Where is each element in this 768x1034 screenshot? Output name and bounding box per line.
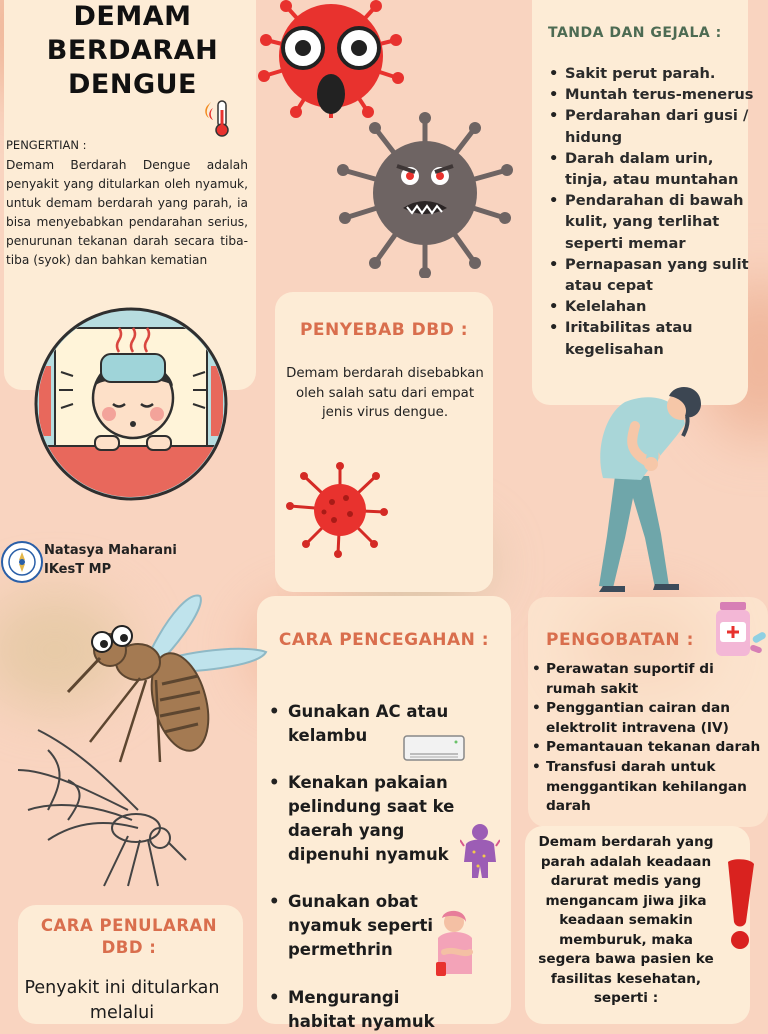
exclamation-icon bbox=[722, 856, 758, 952]
list-item: • Gunakan AC atau kelambu bbox=[288, 700, 458, 748]
penularan-text: Penyakit ini ditularkan melalui bbox=[24, 978, 220, 1023]
list-item: • Mengurangi habitat nyamuk bbox=[288, 986, 448, 1034]
penyebab-text: Demam berdarah disebabkan oleh salah satu dari empat jenis virus dengue. bbox=[286, 366, 484, 420]
mosquito-outline-illustration bbox=[8, 710, 188, 890]
protective-clothing-person-icon bbox=[460, 822, 500, 882]
medicine-bottle-icon bbox=[712, 598, 768, 660]
list-item: • Perawatan suportif di rumah sakit bbox=[546, 660, 726, 699]
stomach-ache-woman-illustration bbox=[585, 380, 715, 592]
penularan-heading: CARA PENULARAN DBD : bbox=[40, 916, 218, 957]
list-item: • Transfusi darah untuk menggantikan kehilangan darah bbox=[546, 758, 756, 817]
list-item: • Perdarahan dari gusi / hidung bbox=[565, 105, 755, 147]
tanda-gejala-list bbox=[565, 63, 755, 360]
emergency-warning-text: Demam berdarah yang parah adalah keadaan darurat medis yang mengancam jiwa jika keadaan semakin memburuk, maka segera bawa pasien ke fasilitas kesehatan, seperti : bbox=[538, 834, 714, 1006]
air-conditioner-icon bbox=[402, 732, 466, 768]
list-item: • Muntah terus-menerus bbox=[565, 84, 755, 105]
list-item: • Gunakan obat nyamuk seperti permethrin bbox=[288, 890, 433, 962]
author-block bbox=[44, 541, 177, 579]
list-item: • Darah dalam urin, tinja, atau muntahan bbox=[565, 148, 755, 190]
list-item: • Kenakan pakaian pelindung saat ke daerah yang dipenuhi nyamuk bbox=[288, 771, 463, 867]
title-line: BERDARAH bbox=[46, 35, 219, 66]
pengobatan-heading: PENGOBATAN : bbox=[546, 630, 694, 650]
grey-virus-icon bbox=[335, 108, 515, 278]
pencegahan-heading: CARA PENCEGAHAN : bbox=[278, 630, 490, 650]
penyebab-heading: PENYEBAB DBD : bbox=[299, 320, 469, 340]
list-item: • Pernapasan yang sulit atau cepat bbox=[565, 254, 755, 296]
list-item: • Kelelahan bbox=[565, 296, 755, 317]
sick-person-illustration bbox=[33, 306, 229, 502]
small-red-virus-icon bbox=[284, 462, 388, 558]
pengertian-text: Demam Berdarah Dengue adalah penyakit yang ditularkan oleh nyamuk, untuk demam berdarah yang parah, ia bisa menyebabkan pendarahan serius, penurunan tekanan darah secara tiba-tiba (syok) dan bahkan kematian bbox=[6, 158, 248, 267]
pengobatan-list bbox=[546, 660, 768, 817]
list-item: • Sakit perut parah. bbox=[565, 63, 755, 84]
red-virus-icon bbox=[256, 0, 406, 118]
institution-logo-icon bbox=[0, 540, 44, 584]
page-title bbox=[30, 0, 235, 102]
list-item: • Pemantauan tekanan darah bbox=[546, 738, 768, 758]
author-institution: IKesT MP bbox=[44, 562, 112, 577]
list-item: • Pendarahan di bawah kulit, yang terlihat seperti memar bbox=[565, 190, 755, 254]
title-line: DENGUE bbox=[68, 69, 197, 100]
list-item: • Penggantian cairan dan elektrolit intravena (IV) bbox=[546, 699, 741, 738]
list-item: • Iritabilitas atau kegelisahan bbox=[565, 317, 755, 359]
title-line: DEMAM bbox=[73, 1, 192, 32]
thermometer-fire-icon bbox=[203, 98, 235, 138]
tanda-gejala-heading: TANDA DAN GEJALA : bbox=[548, 25, 722, 41]
author-name: Natasya Maharani bbox=[44, 543, 177, 558]
repellent-woman-icon bbox=[430, 908, 480, 978]
pengertian-label: PENGERTIAN : bbox=[6, 138, 87, 152]
